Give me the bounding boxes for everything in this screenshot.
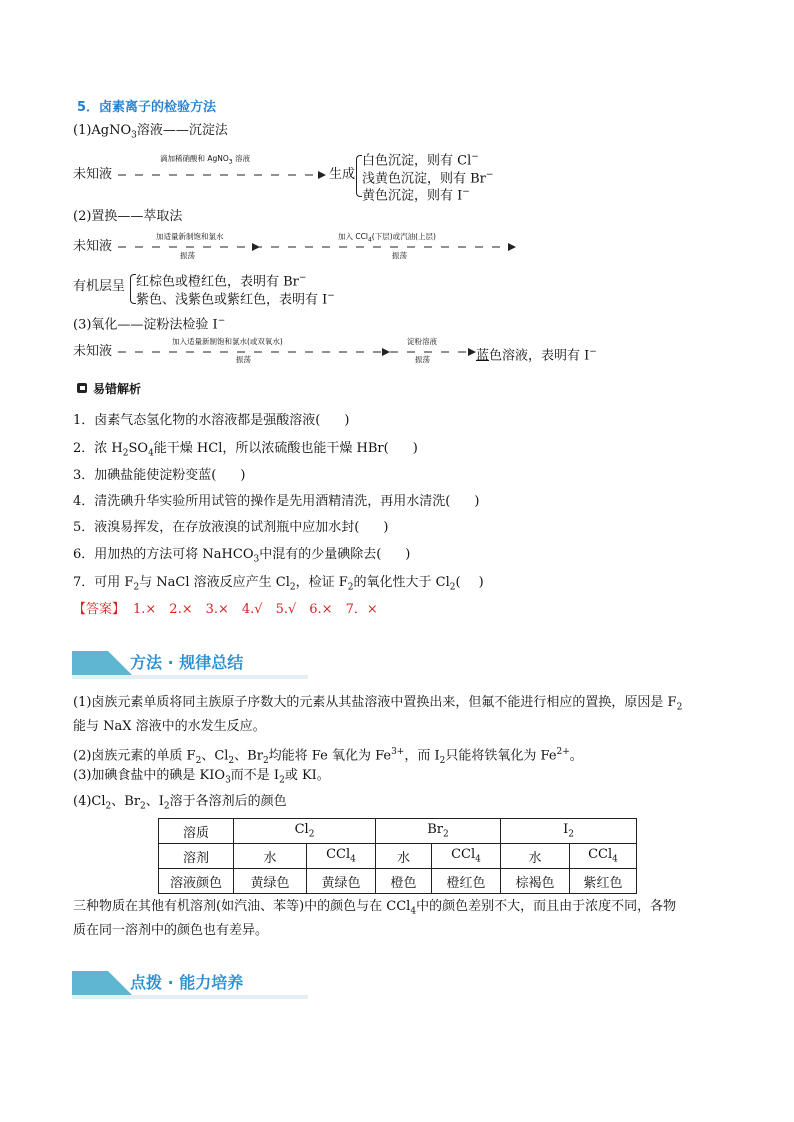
error-item-5: 5．液溴易挥发，在存放液溴的试剂瓶中应加水封( ) bbox=[73, 520, 389, 535]
table-cell: 溶质 bbox=[159, 819, 234, 844]
table-cell: 水 bbox=[501, 844, 570, 869]
method-1-result-1: 白色沉淀，则有 Cl− bbox=[362, 152, 479, 169]
method-2-title: (2)置换——萃取法 bbox=[73, 209, 183, 224]
method-2-step-1-bottom: 振荡 bbox=[180, 251, 195, 260]
error-item-6: 6．用加热的方法可将 NaHCO$_3$中混有的少量碘除去( ) bbox=[73, 547, 411, 565]
method-2-result-1: 红棕色或橙红色，表明有 Br− bbox=[136, 273, 307, 290]
method-3-step-2-top: 淀粉溶液 bbox=[407, 337, 437, 346]
table-cell: $Br_2$ bbox=[376, 819, 501, 844]
method-2-step-2-top: 加入 CCl$_4$(下层)或汽油(上层) bbox=[338, 232, 436, 244]
method-summary-banner bbox=[72, 651, 308, 679]
error-item-7: 7．可用 $F_2$与 NaCl 溶液反应产生 $Cl_2$，检证 $F_2$的氧化性大于 $Cl_2$( ) bbox=[73, 575, 484, 593]
method-1-title: (1)AgNO$_3$溶液——沉淀法 bbox=[73, 123, 228, 141]
section-5-title: 5．卤素离子的检验方法 bbox=[77, 100, 217, 115]
method-1-start: 未知液 bbox=[73, 167, 113, 182]
method-1-arrow bbox=[118, 168, 328, 182]
method-3-title: (3)氧化——淀粉法检验 I− bbox=[73, 316, 226, 333]
table-row bbox=[159, 869, 637, 894]
table-row bbox=[159, 844, 637, 869]
error-analysis-title: 易错解析 bbox=[93, 382, 142, 396]
error-item-4: 4．清洗碘升华实验所用试管的操作是先用酒精清洗，再用水清洗( ) bbox=[73, 494, 480, 509]
table-cell: 黄绿色 bbox=[307, 869, 376, 894]
table-cell: 水 bbox=[234, 844, 307, 869]
method-3-step-1-top: 加入适量新制饱和氯水(或双氧水) bbox=[172, 337, 283, 346]
error-analysis-icon bbox=[77, 383, 87, 393]
answer-line: 【答案】 1.× 2.× 3.× 4.√ 5.√ 6.× 7．× bbox=[73, 602, 378, 617]
method-note-line-2: 质在同一溶剂中的颜色也有差异。 bbox=[73, 923, 269, 938]
ability-banner bbox=[72, 971, 308, 999]
table-cell: 黄绿色 bbox=[234, 869, 307, 894]
table-cell: 紫红色 bbox=[570, 869, 637, 894]
method-p1-line-1: (1)卤族元素单质将同主族原子序数大的元素从其盐溶液中置换出来，但氟不能进行相应的置换，原因是 $F_2$ bbox=[73, 695, 683, 713]
table-cell: 橙色 bbox=[376, 869, 432, 894]
error-item-1: 1．卤素气态氢化物的水溶液都是强酸溶液( ) bbox=[73, 413, 350, 428]
method-p2: (2)卤族元素的单质 $F_2$、$Cl_2$、$Br_2$均能将 Fe 氧化为 $Fe^{3+}$，而 $I_2$只能将铁氧化为 $Fe^{2+}$。 bbox=[73, 747, 583, 766]
method-2-arrow bbox=[118, 240, 518, 254]
table-cell: 棕褐色 bbox=[501, 869, 570, 894]
table-cell: CCl$_4$ bbox=[432, 844, 501, 869]
table-cell: $Cl_2$ bbox=[234, 819, 376, 844]
method-p1-line-2: 能与 NaX 溶液中的水发生反应。 bbox=[73, 719, 266, 734]
method-2-layer-label: 有机层呈 bbox=[73, 279, 126, 294]
method-3-result: 蓝色溶液，表明有 I− bbox=[476, 347, 597, 364]
table-cell: CCl$_4$ bbox=[307, 844, 376, 869]
table-cell: 溶液颜色 bbox=[159, 869, 234, 894]
method-1-result-3: 黄色沉淀，则有 I− bbox=[362, 187, 470, 204]
method-summary-title: 方法 · 规律总结 bbox=[130, 653, 244, 672]
method-3-start: 未知液 bbox=[73, 344, 113, 359]
halogen-color-table bbox=[158, 818, 637, 894]
table-row bbox=[159, 819, 637, 844]
method-1-generate: 生成 bbox=[329, 167, 356, 182]
method-2-result-2: 紫色、浅紫色或紫红色，表明有 I− bbox=[136, 291, 335, 308]
method-note-line-1: 三种物质在其他有机溶剂(如汽油、苯等)中的颜色与在 CCl$_4$中的颜色差别不大，而且由于浓度不同，各物 bbox=[73, 899, 677, 917]
method-2-step-1-top: 加适量新制饱和氯水 bbox=[156, 232, 224, 241]
ability-title: 点拨 · 能力培养 bbox=[130, 973, 244, 992]
table-cell: 溶剂 bbox=[159, 844, 234, 869]
method-3-arrow bbox=[118, 345, 478, 359]
method-1-reagent: 滴加稀硝酸和 AgNO$_3$ 溶液 bbox=[160, 154, 251, 166]
method-1-result-2: 浅黄色沉淀，则有 Br− bbox=[362, 170, 494, 187]
table-cell: CCl$_4$ bbox=[570, 844, 637, 869]
method-3-step-1-bottom: 振荡 bbox=[236, 355, 251, 364]
method-p3: (3)加碘食盐中的碘是 $KIO_3$而不是 $I_2$或 KI。 bbox=[73, 768, 330, 786]
error-item-3: 3．加碘盐能使淀粉变蓝( ) bbox=[73, 468, 246, 483]
error-item-2: 2．浓 $H_2SO_4$能干燥 HCl，所以浓硫酸也能干燥 HBr( ) bbox=[73, 441, 418, 459]
method-p4: $(4)Cl_2$、$Br_2$、$I_2$溶于各溶剂后的颜色 bbox=[73, 794, 287, 812]
method-3-step-2-bottom: 振荡 bbox=[415, 355, 430, 364]
table-cell: $I_2$ bbox=[501, 819, 637, 844]
table-cell: 水 bbox=[376, 844, 432, 869]
method-2-start: 未知液 bbox=[73, 239, 113, 254]
method-2-step-2-bottom: 振荡 bbox=[392, 251, 407, 260]
table-cell: 橙红色 bbox=[432, 869, 501, 894]
